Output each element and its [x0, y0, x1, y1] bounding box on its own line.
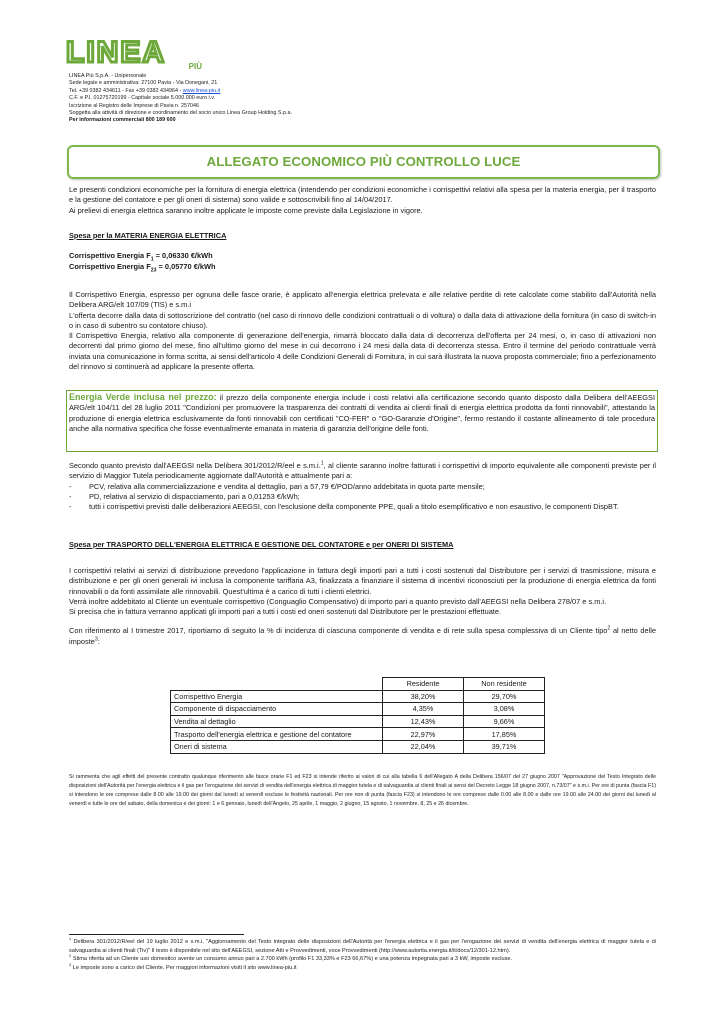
company-line [69, 88, 389, 95]
footnote: $^3$ Le imposte sono a carico del Cliente. Per maggiori informazioni visiti il sito www.linea-piu.it [69, 962, 297, 972]
column-header: Non residente [464, 678, 545, 691]
table-row: Corrispettivo Energia 38,20% 29,70% [171, 690, 545, 703]
list-item: - PD, relativa al servizio di dispacciamento, pari a 0,01253 €/kWh; [69, 491, 300, 501]
paragraph: Il Corrispettivo Energia, relativo alla componente di generazione dell'energia, rimarrà bloccato dalla data di decorrenza dell'offerta per 24 mesi, o, in caso di attivazioni non decorrenti dal primo giorno del mese, fino all'ultimo giorno del mese in cui decorrono i 24 mesi dalla data di decorrenza stessa. Entro il termine del periodo contrattuale verrà inviata una comunicazione in forma scritta, ai sensi dell'articolo 4 delle Condizioni Generali di Fornitura, in cui sarà illustrata la nuova proposta commerciale; fino a perfezionamento del rinnovo si continuerà ad applicare la presente offerta. [69, 331, 656, 372]
page-title: ALLEGATO ECONOMICO PIÙ CONTROLLO LUCE [206, 154, 521, 169]
paragraph: L'offerta decorre dalla data di sottoscrizione del contratto (nel caso di rinnovo delle condizioni contrattuali o di voltura) o dalla data di attivazione della fornitura (in caso di switch-in o in caso di subentro su contatore chiuso). [69, 310, 656, 330]
trasporto-heading-wrap [69, 540, 656, 550]
paragraph: Verrà inoltre addebitato al Cliente un eventuale corrispettivo (Conguaglio Compensativo) di importo pari a quanto previsto dall'AEEGSI nella Delibera 278/07 e s.m.i. [69, 596, 607, 606]
paragraph: Secondo quanto previsto dall'AEEGSI nella Delibera 301/2012/R/eel e s.m.i.$^1$, al cliente saranno inoltre fatturati i corrispettivi di importo equivalente alle componenti previste per il servizio di Maggior Tutela periodicamente aggiornate dall'Autorità e attualmente pari a: [69, 460, 656, 481]
intro-paragraph: Le presenti condizioni economiche per la fornitura di energia elettrica (intendendo per condizioni economiche i corrispettivi relativi alla spesa per la materia energia, per il trasporto e la gestione del contatore e per gli oneri di sistema) sono valide e sottoscrivibili fino al 14/04/2017. [69, 185, 656, 205]
table-row: Oneri di sistema 22,04% 39,71% [171, 740, 545, 753]
company-line: Sede legale e amministrativa: 27100 Pavia - Via Donegani, 21 [69, 80, 218, 87]
table-row: Vendita al dettaglio 12,43% 9,66% [171, 715, 545, 728]
tutela-section [69, 461, 656, 512]
footnote: $^2$ Stima riferita ad un Cliente uso domestico avente un consumo annuo pari a 2.700 kWh (profilo F1 33,33% e F23 66,67%) e una potenza impegnata pari a 3 kW, imposte escluse. [69, 953, 513, 963]
paragraph: Con riferimento al I trimestre 2017, riportiamo di seguito la % di incidenza di ciascuna componente di vendita e di rete sulla spesa complessiva di un Cliente tipo$^2$ al netto delle imposte$^3$: [69, 626, 656, 646]
title-box [67, 145, 660, 179]
f23-price: Corrispettivo Energia $F_{23} = 0,05770$ €/kWh [69, 261, 216, 274]
list-item: - tutti i corrispettivi previsti dalle deliberazioni AEEGSI, con l'esclusione della componente PPE, quali a titolo esemplificativo e non esaustivo, le componenti DispBT. [69, 502, 619, 512]
website-link[interactable]: www.linea-piu.it [182, 87, 221, 94]
paragraph: I corrispettivi relativi ai servizi di distribuzione prevedono l'applicazione in fattura degli importi pari a tutti i costi sostenuti dal Distributore per i servizi di trasmissione, misura e distribuzione e per gli oneri generali ivi inclusa la componente tariffaria A3, finalizzata a finanziare il sistema di incentivi riconosciuti per la produzione di energia elettrica da fonti rinnovabili o da fonti assimilate alle rinnovabili. Quest'ultima è a carico di tutti i clienti elettrici. [69, 566, 656, 596]
green-energy-lead: Energia Verde inclusa nel prezzo: [69, 392, 217, 402]
f1-price: Corrispettivo Energia $F_1 = 0,06330$ €/kWh [69, 251, 213, 263]
footnote: $^1$ Delibera 301/2012/R/eel del 19 luglio 2012 e s.m.i. "Aggiornamento del Testo integrato delle disposizioni dell'Autorità per l'energia elettrica e il gas per l'erogazione dei servizi di vendita dell'energia elettrica di maggior tutela e di salvaguardia ai clienti finali (Tiv)" Il testo è disponibile nel sito dell'AEEGSI, sezione Atti e Provvedimenti, voce Provvedimenti (http://www.autorita.energia.it/it/docs/12/301-12.htm). [69, 936, 656, 954]
materia-section [69, 231, 656, 272]
paragraph: Il Corrispettivo Energia, espresso per ognuna delle fasce orarie, è applicato all'energia elettrica prelevata e alle relative perdite di rete calcolate come stabilito dall'Autorità nella Delibera ARG/elt 107/09 (TIS) e s.m.i [69, 290, 656, 310]
fasce-orarie-note: Si rammenta che agli effetti del presente contratto qualunque riferimento alle fasce orarie F1 ed F23 si intende riferito ai valori di cui alla tabella 6 dell'Allegato A della Delibera 156/07 del 27 giugno 2007 "Approvazione del Testo Integrato delle disposizioni dell'Autorità per l'energia elettrica e il gas per l'erogazione dei servizi di vendita dell'energia elettrica di maggior tutela e di salvaguardia ai clienti finali ai sensi del Decreto Legge 18 giugno 2007, n.73/07" e s.m.i. Per ore di punta (fascia F1) si intendono le ore comprese dalle 8.00 alle 19.00 dei giorni dal lunedì al venerdì escluse le festività nazionali. Per ore non di punta (fascia F23) si intendono le ore comprese dalle 0.00 alle 8.00 e dalle ore 19.00 alle 24.00 dei giorni dal lunedì al venerdì e tutte le ore del sabato, della domenica e dei giorni: 1 e 6 gennaio, lunedì dell'Angelo, 25 aprile, 1 maggio, 2 giugno, 15 agosto, 1 novembre, 8, 25 e 26 dicembre. [69, 774, 656, 808]
green-energy-text [69, 392, 655, 434]
logo-word: LINEA [66, 36, 166, 69]
footnote-divider [69, 934, 244, 935]
linea-piu-logo [66, 36, 216, 70]
materia-details [69, 290, 656, 372]
intro-section [69, 185, 656, 216]
section-heading: Spesa per la MATERIA ENERGIA ELETTRICA [69, 231, 227, 240]
list-item: - PCV, relativa alla commercializzazione e vendita al dettaglio, pari a 57,79 €/POD/anno addebitata in quota parte mensile; [69, 481, 485, 491]
column-header: Residente [383, 678, 464, 691]
commercial-info: Per informazioni commerciali 800 189 600 [69, 117, 176, 124]
paragraph: Si precisa che in fattura verranno applicati gli importi pari a tutti i costi ed oneri sostenuti dal Distributore per le prestazioni effettuate. [69, 607, 502, 617]
logo-sub: PIÙ [188, 62, 202, 70]
table-row: Trasporto dell'energia elettrica e gestione del contatore 22,97% 17,85% [171, 728, 545, 741]
section-heading: Spesa per TRASPORTO DELL'ENERGIA ELETTRICA E GESTIONE DEL CONTATORE e per ONERI DI SISTEMA [69, 540, 454, 549]
cost-breakdown-table [170, 677, 545, 754]
company-line: Soggetta alla attività di direzione e coordinamento del socio unico Linea Group Holding S.p.a. [69, 110, 292, 117]
trasporto-section [69, 566, 656, 647]
intro-paragraph: Ai prelievi di energia elettrica saranno inoltre applicate le imposte come previste dalla Legislazione in vigore. [69, 205, 423, 215]
company-contacts: Tel. +39 0382 434611 - Fax +39 0382 434964 - [69, 87, 183, 94]
footnotes [69, 938, 656, 973]
table-header-row [171, 678, 545, 691]
company-line: LINEA Più S.p.A. - Unipersonale [69, 73, 147, 79]
company-line: C.F. e P.I. 01275720199 - Capitale sociale 5.000.000 euro i.v. [69, 95, 216, 102]
company-line: Iscrizione al Registro delle Imprese di Pavia n. 257046 [69, 102, 200, 109]
company-info [69, 73, 389, 125]
table-row: Componente di dispacciamento 4,35% 3,08% [171, 703, 545, 716]
green-energy-body: il prezzo della componente energia include i costi relativi alla certificazione secondo quanto disposto dalla Delibera dell'AEEGSI ARG/elt 104/11 del 28 luglio 2011 "Condizioni per promuovere la trasparenza dei contratti di vendita ai clienti finali di energia elettrica prodotta da fonti rinnovabili", attestando la produzione di energia elettrica esclusivamente da fonti rinnovabili con certificati "CO-FER" o "GO-Garanzie d'Origine", fermo restando il costante allineamento di tale procedura anche alla normativa specifica che fosse eventualmente emanata in materia di garanzia dell'origine delle fonti. [69, 393, 655, 433]
